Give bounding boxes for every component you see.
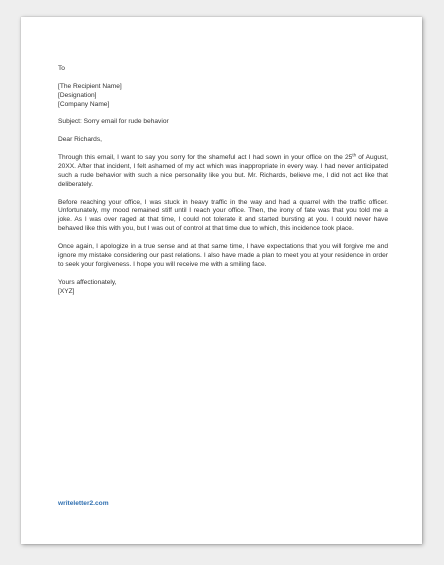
date-ordinal-suffix: th xyxy=(352,152,357,158)
subject-line: Subject: Sorry email for rude behavior xyxy=(58,118,169,126)
to-label: To xyxy=(58,65,65,72)
recipient-company: [Company Name] xyxy=(58,100,110,108)
website-watermark: writeletter2.com xyxy=(58,500,109,507)
closing-block xyxy=(58,279,388,297)
body-paragraph-3: Once again, I apologize in a true sense and at that same time, I have expectations that you will forgive me and ignore my mistake considering our past relations. I also have made a plan to meet you at your residence in order to seek your forgiveness. I hope you will receive me with a smiling face. xyxy=(58,243,388,268)
letter-page xyxy=(21,17,422,544)
body-paragraph-1-start: Through this email, I want to say you sorry for the shameful act I had sown in your office on the 25 xyxy=(58,154,353,161)
body-paragraph-1 xyxy=(58,154,388,190)
recipient-block xyxy=(58,83,388,110)
recipient-name: [The Recipient Name] xyxy=(58,82,122,90)
closing: Yours affectionately, xyxy=(58,278,117,286)
body-paragraph-2: Before reaching your office, I was stuck in heavy traffic in the way and had a quarrel with the traffic officer. Unfortunately, my mood remained stiff until I reach your office. Then, the irony of fate was that you told me a joke. As I was over raged at that time, I could not tolerate it and started bursting at you. I could never have behaved like this with you, but I was out of control at that time due to which, this incidence took place. xyxy=(58,198,388,233)
signature: [XYZ] xyxy=(58,287,75,295)
salutation: Dear Richards, xyxy=(58,136,102,144)
body-paragraph-1-rest: of August, 20XX. After that incident, I felt ashamed of my act which was inappropriate in every way. I had never anticipated such a rude behavior with such a nice personality like you but. Mr. Richards, believe me, I did not act like that deliberately. xyxy=(58,154,388,188)
recipient-designation: [Designation] xyxy=(58,91,97,99)
letter-content xyxy=(58,65,388,305)
